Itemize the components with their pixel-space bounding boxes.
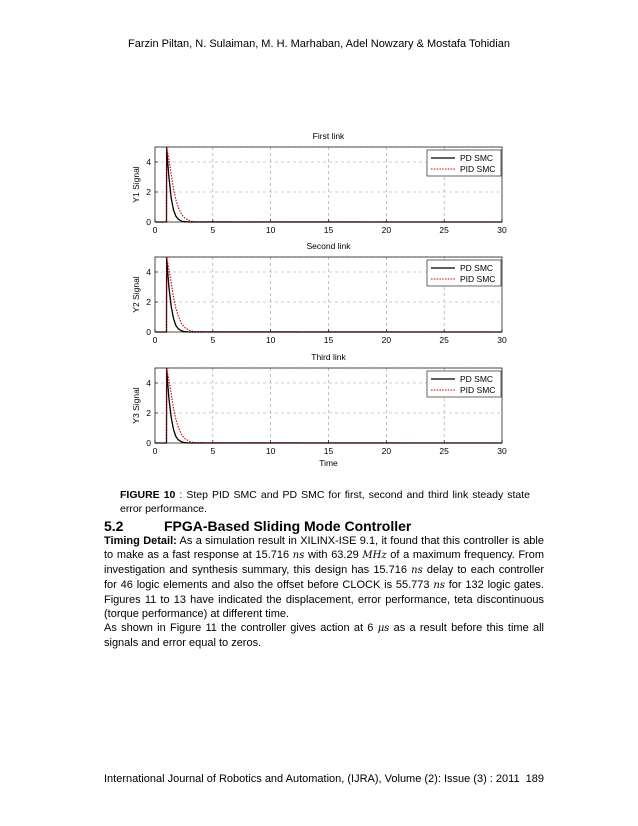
- unit-ns: ns: [411, 565, 423, 576]
- x-tick-label: 5: [210, 225, 216, 235]
- y-tick-label: 4: [146, 378, 151, 388]
- x-tick-label: 30: [497, 335, 507, 345]
- caption-text: : Step PID SMC and PD SMC for first, second and third link steady state error performance.: [120, 489, 530, 515]
- text-run: delay to each controller for 46 logic elements and also the offset before CLOCK is 55.773: [104, 564, 544, 591]
- y-tick-label: 4: [146, 157, 151, 167]
- y-tick-label: 2: [146, 297, 151, 307]
- x-tick-label: 0: [152, 335, 158, 345]
- journal-citation: International Journal of Robotics and Automation, (IJRA), Volume (2): Issue (3) : 2011: [104, 773, 520, 785]
- chart-title: Second link: [306, 241, 351, 251]
- legend-label: PD SMC: [460, 153, 494, 163]
- caption-label: FIGURE 10: [120, 489, 176, 501]
- text-run: As a simulation result in XILINX-ISE 9.1, it found that this controller is able to make as a fast response at 15.716: [104, 535, 544, 561]
- text-run: as a result before this time all signals and error equal to zeros.: [104, 622, 544, 649]
- paragraph-timing: [104, 534, 544, 621]
- section-number: 5.2: [104, 518, 124, 534]
- unit-mhz: MHz: [362, 550, 387, 561]
- y-axis-label: Y2 Signal: [131, 276, 141, 313]
- figure-caption: [120, 488, 530, 516]
- legend-label: PD SMC: [460, 263, 494, 273]
- x-tick-label: 15: [323, 225, 334, 235]
- legend-label: PID SMC: [460, 274, 496, 284]
- x-tick-label: 10: [265, 225, 276, 235]
- x-axis-label: Time: [319, 458, 338, 468]
- text-run: with 63.29: [304, 549, 363, 561]
- y-tick-label: 2: [146, 408, 151, 418]
- y-tick-label: 0: [146, 327, 151, 337]
- x-tick-label: 20: [381, 446, 392, 456]
- y-tick-label: 0: [146, 217, 151, 227]
- unit-ns: ns: [292, 550, 305, 561]
- body-text: [104, 534, 544, 650]
- x-tick-label: 20: [381, 225, 392, 235]
- figure-10-charts: [0, 120, 638, 480]
- legend-label: PD SMC: [460, 374, 494, 384]
- unit-us: μs: [377, 623, 390, 634]
- running-header: Farzin Piltan, N. Sulaiman, M. H. Marhaban, Adel Nowzary & Mostafa Tohidian: [128, 38, 510, 50]
- x-tick-label: 25: [439, 446, 449, 456]
- text-run: of a maximum frequency. From investigation and synthesis summary, this design has 15.716: [104, 549, 544, 576]
- legend-label: PID SMC: [460, 385, 496, 395]
- unit-ns: ns: [433, 580, 445, 591]
- page-number: 189: [525, 773, 544, 785]
- text-run: for 132 logic gates. Figures 11 to 13 have indicated the displacement, error performance, teta discontinuous (torque performance) at different time.: [104, 579, 544, 620]
- legend-label: PID SMC: [460, 164, 496, 174]
- x-tick-label: 0: [152, 446, 158, 456]
- y-axis-label: Y3 Signal: [131, 387, 141, 424]
- x-tick-label: 30: [497, 225, 507, 235]
- paragraph-figure11: [104, 621, 544, 650]
- page-footer: [104, 773, 544, 785]
- x-tick-label: 15: [323, 446, 334, 456]
- y-axis-label: Y1 Signal: [131, 166, 141, 203]
- x-tick-label: 5: [210, 446, 216, 456]
- x-tick-label: 5: [210, 335, 216, 345]
- x-tick-label: 15: [323, 335, 334, 345]
- section-title: FPGA-Based Sliding Mode Controller: [164, 518, 412, 534]
- x-tick-label: 20: [381, 335, 392, 345]
- section-heading: [104, 518, 411, 534]
- x-tick-label: 25: [439, 225, 449, 235]
- chart-title: First link: [312, 131, 345, 141]
- x-tick-label: 0: [152, 225, 158, 235]
- chart-title: Third link: [311, 352, 346, 362]
- text-run: As shown in Figure 11 the controller gives action at 6: [104, 622, 378, 634]
- y-tick-label: 2: [146, 187, 151, 197]
- x-tick-label: 25: [439, 335, 449, 345]
- y-tick-label: 4: [146, 267, 151, 277]
- x-tick-label: 10: [265, 446, 276, 456]
- x-tick-label: 30: [497, 446, 507, 456]
- x-tick-label: 10: [265, 335, 276, 345]
- y-tick-label: 0: [146, 438, 151, 448]
- timing-label: Timing Detail:: [104, 535, 177, 547]
